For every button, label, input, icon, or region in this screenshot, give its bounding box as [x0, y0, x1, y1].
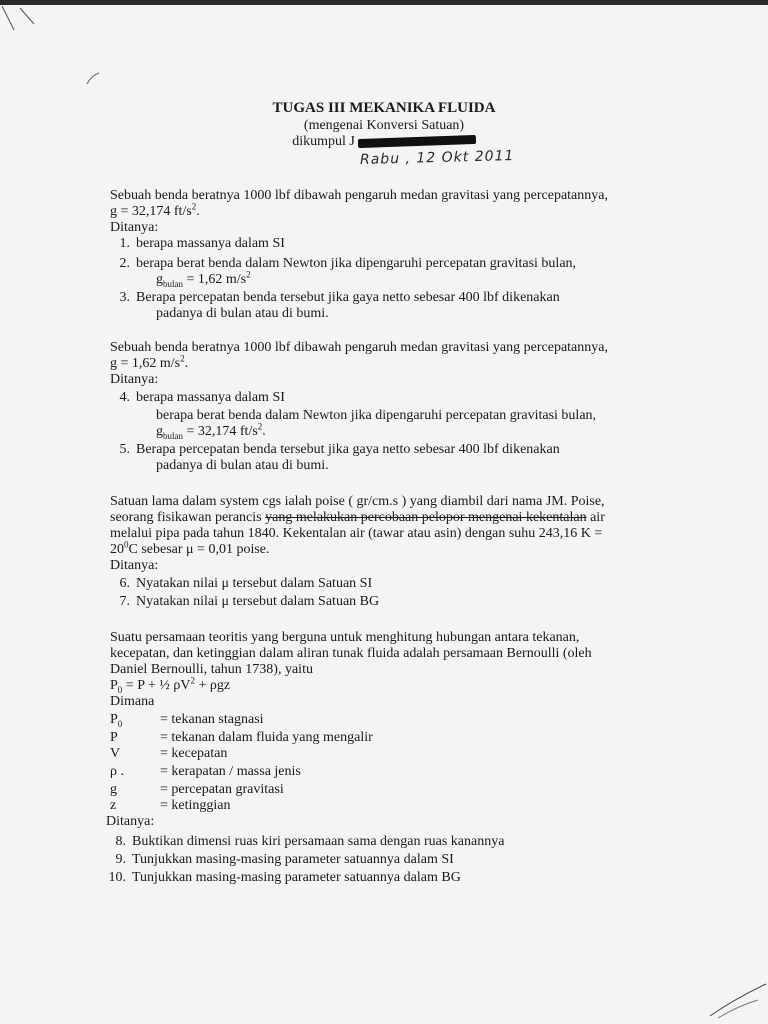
definition-desc: = percepatan gravitasi — [160, 782, 284, 797]
equation-sup: 2 — [190, 675, 195, 686]
definition-desc: = tekanan dalam fluida yang mengalir — [160, 730, 373, 745]
problem4-line1: Suatu persamaan teoritis yang berguna untuk menghitung hubungan antara tekanan, — [110, 630, 580, 645]
problem2-item5-cont: padanya di bulan atau di bumi. — [156, 458, 329, 473]
equation-p: P — [110, 678, 118, 693]
definition-symbol — [110, 764, 160, 780]
list-text: Buktikan dimensi ruas kiri persamaan sama dengan ruas kanannya — [132, 834, 505, 849]
problem4-line2: kecepatan, dan ketinggian dalam aliran tunak fluida adalah persamaan Bernoulli (oleh — [110, 646, 592, 661]
formula-subscript: bulan — [163, 278, 183, 289]
problem1-gravity-main: g = 32,174 ft/s — [110, 204, 192, 219]
list-number: 5. — [119, 442, 130, 457]
problem2-asked-label: Ditanya: — [110, 372, 159, 387]
definition-symbol — [110, 730, 160, 746]
document-subtitle: (mengenai Konversi Satuan) — [303, 118, 465, 133]
list-item — [110, 576, 372, 592]
list-number: 9. — [115, 852, 126, 867]
problem2-intro: Sebuah benda beratnya 1000 lbf dibawah pengaruh medan gravitasi yang percepatannya, — [110, 340, 608, 355]
deadline-label: dikumpul J — [292, 134, 355, 149]
problem3-line4 — [110, 539, 270, 558]
formula-subscript: bulan — [163, 430, 183, 441]
viscosity-text: C sebesar μ = 0,01 poise. — [128, 542, 270, 557]
where-label: Dimana — [110, 694, 155, 709]
list-number: 3. — [119, 290, 130, 305]
problem3-line1: Satuan lama dalam system cgs ialah poise ( gr/cm.s ) yang diambil dari nama JM. Poise, — [110, 494, 605, 509]
definition-desc: = kerapatan / massa jenis — [160, 764, 301, 779]
formula-symbol: g — [156, 424, 163, 439]
symbol-text: P — [110, 712, 118, 727]
problem2-item4-formula — [156, 421, 266, 441]
definition-row — [110, 730, 373, 746]
list-number: 10. — [108, 870, 126, 885]
definition-desc: = ketinggian — [160, 798, 231, 813]
equation-mid: = P + ½ ρV — [122, 678, 191, 693]
definition-row — [110, 712, 264, 728]
definition-symbol — [110, 712, 160, 728]
temperature-value: 20 — [110, 542, 124, 557]
problem4-asked-label: Ditanya: — [106, 814, 155, 829]
symbol-text: P — [110, 730, 118, 745]
list-number: 8. — [115, 834, 126, 849]
definition-symbol — [110, 782, 160, 798]
problem1-item3-cont: padanya di bulan atau di bumi. — [156, 306, 329, 321]
list-item — [110, 442, 560, 458]
symbol-text: z — [110, 798, 117, 813]
list-item — [110, 594, 379, 610]
formula-value: = 1,62 m/s — [183, 272, 247, 287]
symbol-text: g — [110, 782, 117, 797]
equation-sub: 0 — [117, 684, 123, 695]
problem2-gravity — [110, 353, 189, 372]
list-item — [110, 256, 576, 272]
problem2-item4-cont: berapa berat benda dalam Newton jika dipengaruhi percepatan gravitasi bulan, — [156, 408, 597, 423]
equation-end: + ρgz — [194, 678, 231, 693]
list-item — [106, 834, 504, 850]
list-item — [110, 290, 560, 306]
definition-row — [110, 746, 227, 762]
list-number: 2. — [119, 256, 130, 271]
list-text: Tunjukkan masing-masing parameter satuannya dalam BG — [132, 870, 461, 885]
definition-row — [110, 764, 301, 780]
problem3-line3: melalui pipa pada tahun 1840. Kekentalan air (tawar atau asin) dengan suhu 243,16 K = — [110, 526, 603, 541]
list-number: 1. — [119, 236, 130, 251]
list-text: berapa massanya dalam SI — [136, 390, 285, 405]
problem1-intro: Sebuah benda beratnya 1000 lbf dibawah pengaruh medan gravitasi yang percepatannya, — [110, 188, 608, 203]
list-item — [106, 852, 454, 868]
list-number: 6. — [119, 576, 130, 591]
struck-text: yang melakukan percobaan pelopor mengenai kekentalan — [265, 510, 587, 525]
definition-symbol — [110, 746, 160, 762]
handwritten-date: Rabu , 12 Okt 2011 — [359, 147, 515, 169]
problem3-line2 — [110, 510, 605, 526]
problem3-line2-a: seorang fisikawan perancis — [110, 510, 266, 525]
list-text: Nyatakan nilai μ tersebut dalam Satuan SI — [136, 576, 373, 591]
list-text: berapa berat benda dalam Newton jika dipengaruhi percepatan gravitasi bulan, — [136, 256, 577, 271]
problem2-gravity-sup: 2 — [180, 353, 185, 364]
formula-symbol: g — [156, 272, 163, 287]
problem2-gravity-end: . — [184, 356, 189, 371]
problem1-asked-label: Ditanya: — [110, 220, 159, 235]
problem1-gravity-sup: 2 — [191, 201, 197, 212]
definition-desc: = tekanan stagnasi — [160, 712, 264, 727]
formula-end: . — [262, 424, 266, 439]
formula-value: = 32,174 ft/s — [183, 424, 258, 439]
list-text: Nyatakan nilai μ tersebut dalam Satuan BG — [136, 594, 380, 609]
problem1-gravity — [110, 201, 200, 220]
list-text: Berapa percepatan benda tersebut jika gaya netto sebesar 400 lbf dikenakan — [136, 290, 560, 305]
list-number: 4. — [119, 390, 130, 405]
definition-row — [110, 782, 284, 798]
definition-desc: = kecepatan — [160, 746, 228, 761]
definition-row — [110, 798, 231, 814]
list-number: 7. — [119, 594, 130, 609]
list-text: Tunjukkan masing-masing parameter satuannya dalam SI — [132, 852, 454, 867]
symbol-text: V — [110, 746, 121, 761]
formula-superscript: 2 — [246, 269, 251, 280]
list-text: berapa massanya dalam SI — [136, 236, 285, 251]
symbol-sub: 0 — [117, 718, 123, 729]
problem3-line2-b: air — [586, 510, 605, 525]
definition-symbol — [110, 798, 160, 814]
list-item — [110, 236, 285, 252]
problem2-gravity-main: g = 1,62 m/s — [110, 356, 181, 371]
list-item — [110, 390, 285, 406]
problem1-item2-formula — [156, 269, 251, 289]
problem4-line3: Daniel Bernoulli, tahun 1738), yaitu — [110, 662, 313, 677]
redacted-date — [358, 135, 476, 148]
list-item — [106, 870, 461, 886]
deadline-line — [0, 134, 768, 150]
problem3-asked-label: Ditanya: — [110, 558, 159, 573]
list-text: Berapa percepatan benda tersebut jika gaya netto sebesar 400 lbf dikenakan — [136, 442, 560, 457]
formula-superscript: 2 — [257, 421, 263, 432]
degree-sup: 0 — [124, 539, 129, 550]
bernoulli-equation — [110, 675, 231, 695]
symbol-text: ρ . — [110, 764, 124, 779]
problem1-gravity-end: . — [196, 204, 200, 219]
document-title: TUGAS III MEKANIKA FLUIDA — [272, 100, 496, 116]
